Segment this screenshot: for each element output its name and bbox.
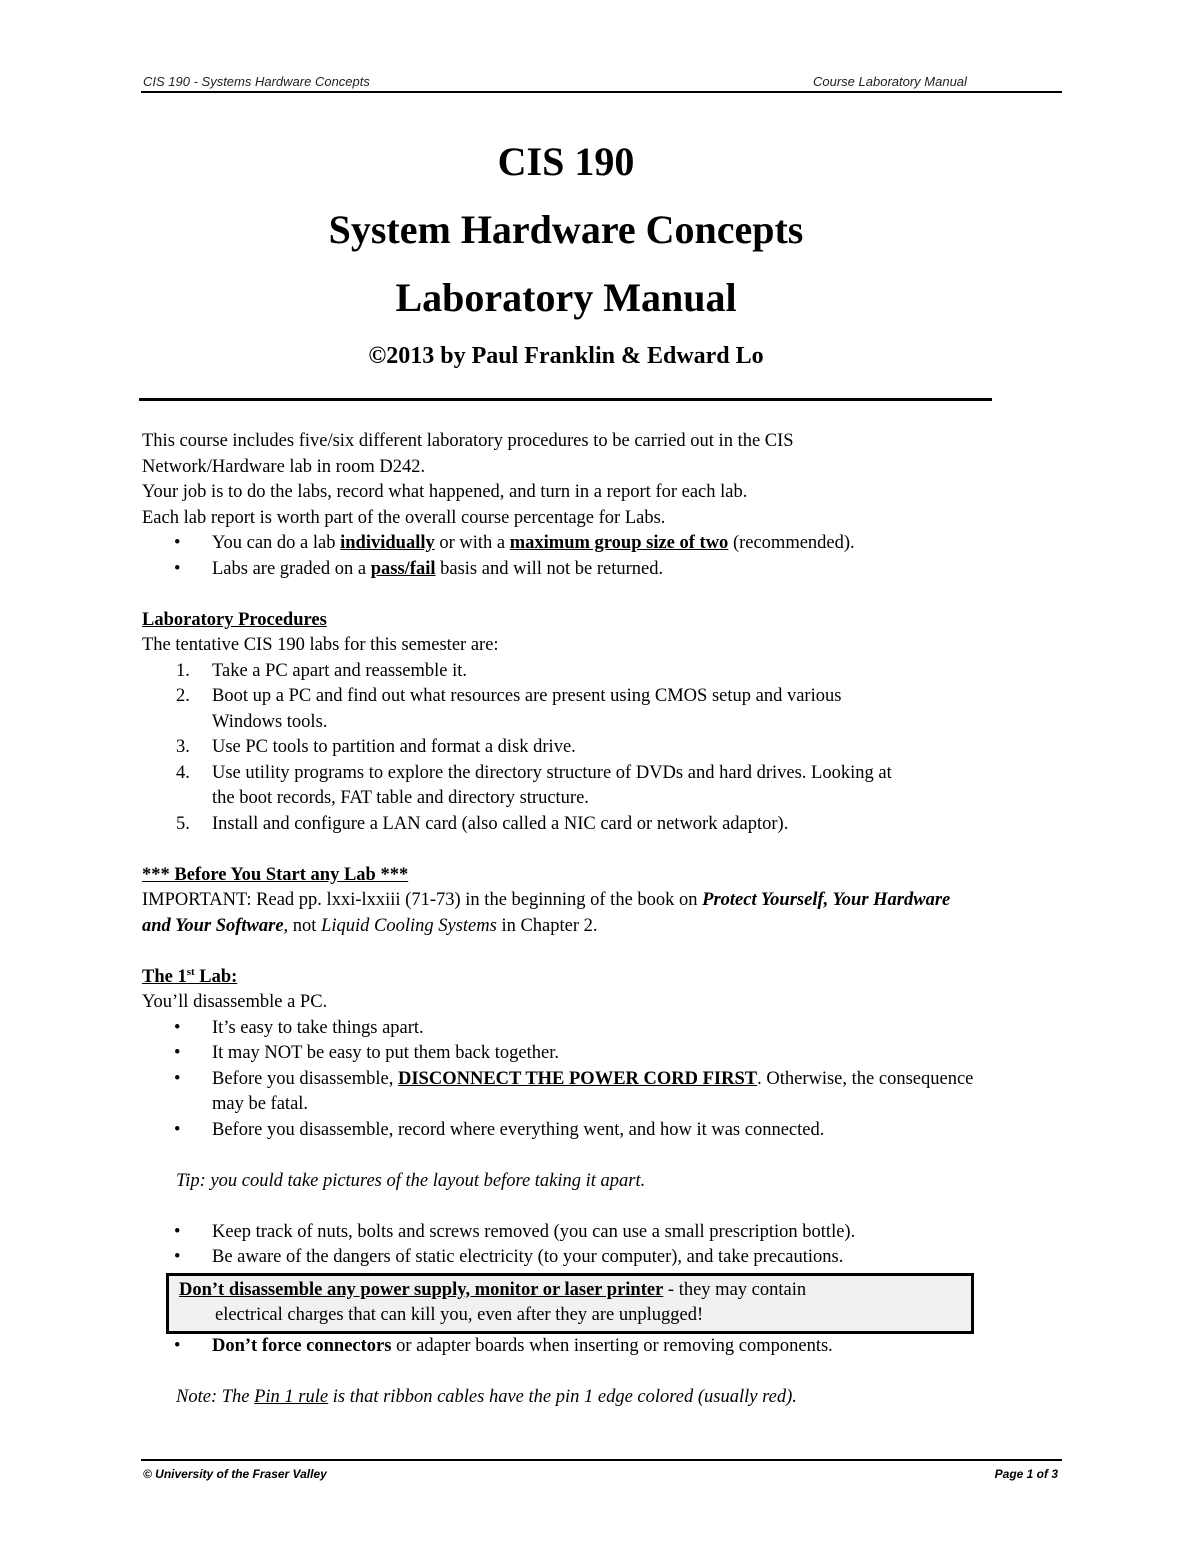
list-item: 3. Use PC tools to partition and format a disk drive. [176,737,576,757]
warning-continuation: electrical charges that can kill you, even after they are unplugged! [215,1305,704,1325]
procedures-list [142,659,972,838]
list-item: • Keep track of nuts, bolts and screws removed (you can use a small prescription bottle). [142,1220,1022,1246]
emphasis-group-size: maximum group size of two [509,533,729,553]
list-item: • You can do a lab individually or with a maximum group size of two (recommended). [142,531,1022,557]
list-item: 1. Take a PC apart and reassemble it. [176,660,468,681]
header-course-title: CIS 190 - Systems Hardware Concepts [143,74,370,89]
title-divider [139,398,992,401]
title-block [141,128,991,376]
lab1-bullet-list-2 [142,1220,1022,1271]
intro-bullet-list [142,531,1022,582]
warning-line: Don’t disassemble any power supply, monitor or laser printer - they may contain [179,1279,807,1300]
warning-emphasis: Don’t disassemble any power supply, monitor or laser printer [179,1279,664,1300]
emphasis-disconnect-power: DISCONNECT THE POWER CORD FIRST [398,1068,758,1089]
list-item: 2. Boot up a PC and find out what resources are present using CMOS setup and various Windows tools. [176,686,842,732]
list-item: • Don’t force connectors or adapter boards when inserting or removing components. [142,1334,1022,1360]
list-item: 5. Install and configure a LAN card (also called a NIC card or network adaptor). [176,813,789,834]
emphasis-pass-fail: pass/fail [370,558,436,579]
list-item: • Before you disassemble, DISCONNECT THE POWER CORD FIRST. Otherwise, the consequence may be fatal. [142,1067,1002,1118]
lab1-bullet-list-1 [142,1016,1002,1144]
warning-box [166,1273,974,1334]
list-item: • It’s easy to take things apart. [142,1016,1002,1042]
list-item: • Be aware of the dangers of static electricity (to your computer), and take precautions. [142,1245,1022,1271]
title-manual: Laboratory Manual [395,275,737,320]
list-item: • Before you disassemble, record where everything went, and how it was connected. [142,1118,1002,1144]
title-course-code: CIS 190 [497,139,635,184]
list-item: • It may NOT be easy to put them back together. [142,1041,1002,1067]
before-lab-heading: *** Before You Start any Lab *** [142,864,409,885]
list-item: 4. Use utility programs to explore the directory structure of DVDs and hard drives. Looking at the boot records, FAT table and directory structure. [176,762,892,808]
emphasis-dont-force: Don’t force connectors [212,1335,392,1356]
title-copyright: ©2013 by Paul Franklin & Edward Lo [368,343,764,369]
footer-copyright: © University of the Fraser Valley [143,1467,327,1481]
emphasis-liquid-cooling: Liquid Cooling Systems [321,915,497,936]
intro-paragraph-2: Your job is to do the labs, record what happened, and turn in a report for each lab. [142,482,748,502]
note-text: Note: The Pin 1 rule is that ribbon cables have the pin 1 edge colored (usually red). [176,1386,797,1407]
page-header [141,72,1062,93]
header-manual-title: Course Laboratory Manual [813,74,967,89]
document-body [142,429,1022,1410]
emphasis-pin1-rule: Pin 1 rule [254,1386,329,1407]
footer-page-number: Page 1 of 3 [994,1467,1058,1481]
procedures-heading: Laboratory Procedures [142,609,327,630]
list-item: • Labs are graded on a pass/fail basis and will not be returned. [142,557,1022,583]
intro-paragraph-1: This course includes five/six different laboratory procedures to be carried out in the CIS Network/Hardware lab in room D242. [142,431,794,477]
procedures-intro: The tentative CIS 190 labs for this semester are: [142,635,499,655]
intro-paragraph-3: Each lab report is worth part of the overall course percentage for Labs. [142,507,666,528]
page-footer [141,1459,1062,1481]
tip-text: Tip: you could take pictures of the layout before taking it apart. [176,1170,646,1191]
before-lab-paragraph: IMPORTANT: Read pp. lxxi-lxxiii (71-73) in the beginning of the book on Protect Yourself, Your Hardware and Your Software, not Liquid Cooling Systems in Chapter 2. [142,890,951,936]
lab1-heading: The 1st Lab: [142,965,238,987]
emphasis-protect-yourself: Protect Yourself, Your Hardware and Your Software [142,890,951,936]
lab1-bullet-list-3 [142,1334,1022,1360]
title-course-name: System Hardware Concepts [328,207,804,252]
lab1-intro: You’ll disassemble a PC. [142,992,328,1012]
emphasis-individually: individually [340,533,435,553]
